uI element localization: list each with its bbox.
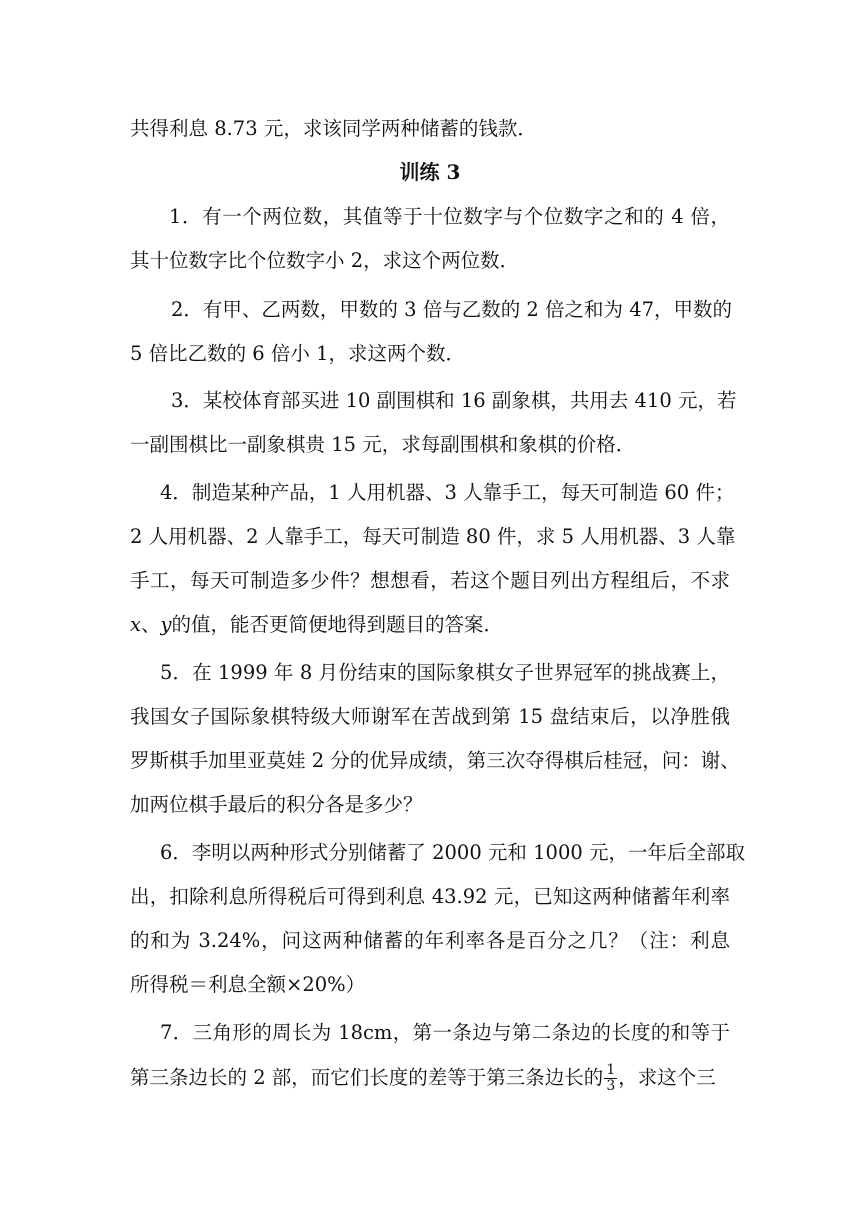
problem-4-line-4 [130, 612, 730, 638]
problem-4-line-4-rest: 的值，能否更简便地得到题目的答案． [171, 613, 504, 636]
problem-5-line-2: 我国女子国际象棋特级大师谢军在苦战到第 15 盘结束后，以净胜俄 [130, 705, 730, 728]
problem-6-line-3: 的和为 3.24%，问这两种储蓄的年利率各是百分之几？（注：利息 [130, 929, 730, 952]
variable-y: y [160, 613, 172, 636]
fraction-one-third [604, 1063, 617, 1094]
problem-4-line-2: 2 人用机器、2 人靠手工，每天可制造 80 件，求 5 人用机器、3 人靠 [130, 525, 736, 548]
variable-x: x [130, 613, 141, 636]
problem-3-line-2: 一副围棋比一副象棋贵 15 元，求每副围棋和象棋的价格． [130, 433, 636, 456]
problem-7-line-2-before: 第三条边长的 2 部，而它们长度的差等于第三条边长的 [130, 1066, 604, 1089]
problem-5-line-3: 罗斯棋手加里亚莫娃 2 分的优异成绩，第三次夺得棋后桂冠，问：谢、 [130, 749, 740, 772]
problem-5-line-4: 加两位棋手最后的积分各是多少？ [130, 793, 423, 816]
problem-5-line-1: 5．在 1999 年 8 月份结束的国际象棋女子世界冠军的挑战赛上， [160, 661, 730, 684]
problem-6-line-2: 出，扣除利息所得税后可得到利息 43.92 元，已知这两种储蓄年利率 [130, 885, 730, 908]
intro-tail-text: 共得利息 8.73 元，求该同学两种储蓄的钱款． [130, 117, 537, 140]
problem-2-line-2: 5 倍比乙数的 6 倍小 1，求这两个数． [130, 342, 466, 365]
variable-separator: 、 [141, 613, 161, 636]
problem-3-line-1: 3．某校体育部买进 10 副围棋和 16 副象棋，共用去 410 元，若 [171, 389, 737, 412]
problem-6-line-4: 所得税＝利息全额×20%） [130, 973, 366, 996]
problem-7-line-2 [130, 1058, 730, 1098]
problem-4-line-1: 4．制造某种产品，1 人用机器、3 人靠手工，每天可制造 60 件； [160, 481, 735, 504]
problem-7-line-1: 7．三角形的周长为 18cm，第一条边与第二条边的长度的和等于 [160, 1021, 730, 1044]
fraction-numerator: 1 [606, 1062, 616, 1078]
problem-1-line-2: 其十位数字比个位数字小 2，求这个两位数． [130, 249, 520, 272]
section-title: 训练 3 [399, 160, 461, 184]
problem-7-line-2-after: ，求这个三 [618, 1066, 716, 1089]
problem-6-line-1: 6．李明以两种形式分别储蓄了 2000 元和 1000 元，一年后全部取 [160, 841, 745, 864]
fraction-denominator: 3 [606, 1078, 616, 1094]
problem-1-line-1: 1．有一个两位数，其值等于十位数字与个位数字之和的 4 倍， [169, 205, 730, 228]
problem-4-line-3: 手工，每天可制造多少件？想想看，若这个题目列出方程组后，不求 [130, 569, 730, 592]
problem-2-line-1: 2．有甲、乙两数，甲数的 3 倍与乙数的 2 倍之和为 47，甲数的 [171, 298, 733, 321]
